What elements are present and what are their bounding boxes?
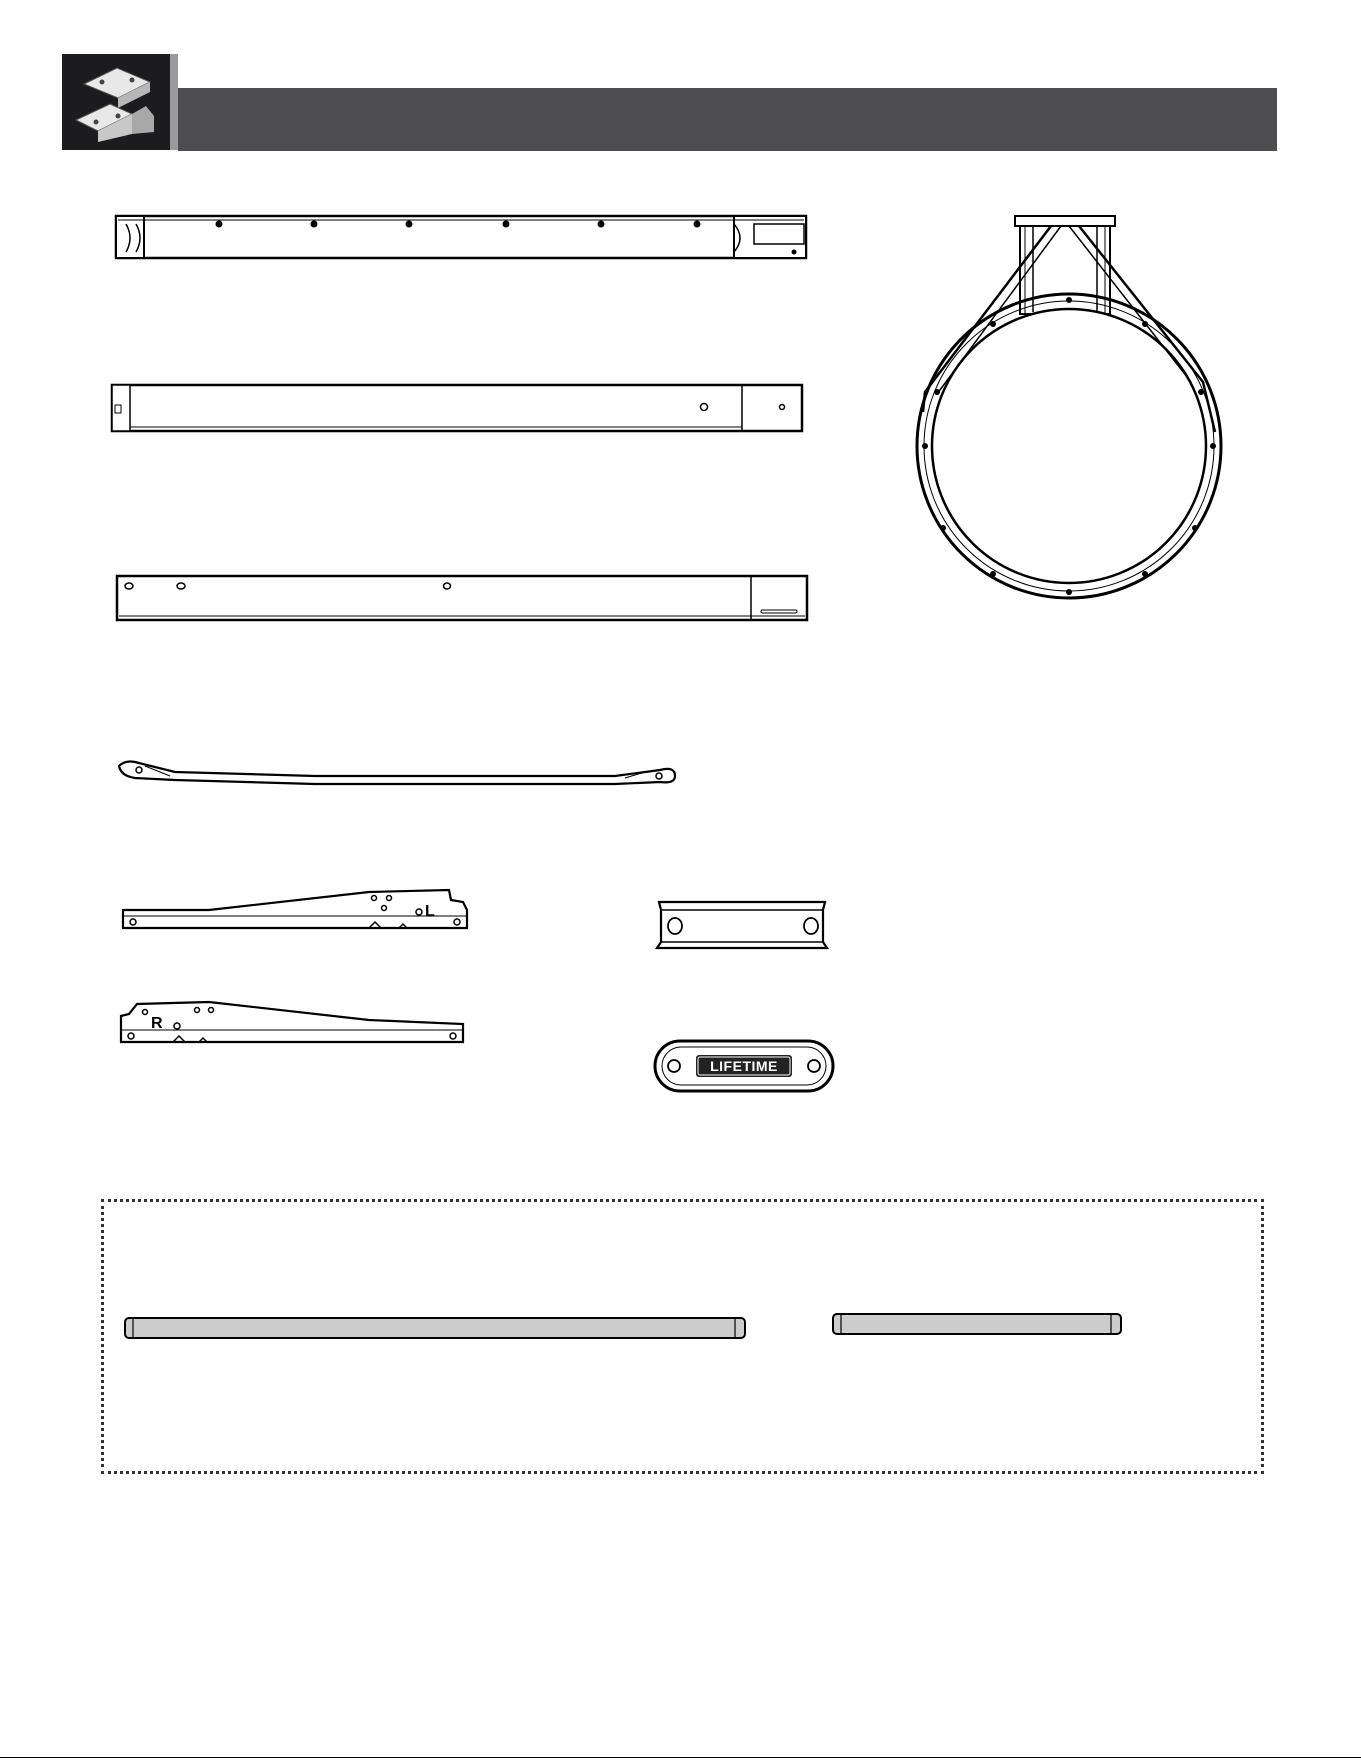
header-icon-box xyxy=(62,54,170,150)
flat-bar-slot-icon xyxy=(115,574,815,626)
flat-bar-icon xyxy=(110,383,810,435)
left-bracket-label: L xyxy=(425,903,435,920)
footer-rule xyxy=(0,1757,1361,1758)
short-rod-icon xyxy=(831,1310,1127,1340)
channel-plate-icon xyxy=(653,898,833,954)
right-bracket-icon xyxy=(119,998,469,1048)
basketball-rim-icon xyxy=(915,212,1235,612)
long-rod-icon xyxy=(123,1314,753,1344)
right-bracket-label: R xyxy=(151,1015,163,1032)
header-bar xyxy=(178,88,1277,151)
brace-rod-icon xyxy=(115,756,675,796)
left-bracket-icon xyxy=(119,884,469,934)
hardware-brackets-icon xyxy=(62,54,170,150)
logo-plate-text: LIFETIME xyxy=(710,1058,778,1074)
logo-plate-icon xyxy=(652,1038,836,1094)
header-edge-stripe xyxy=(170,54,178,150)
long-tube-icon xyxy=(114,214,814,264)
